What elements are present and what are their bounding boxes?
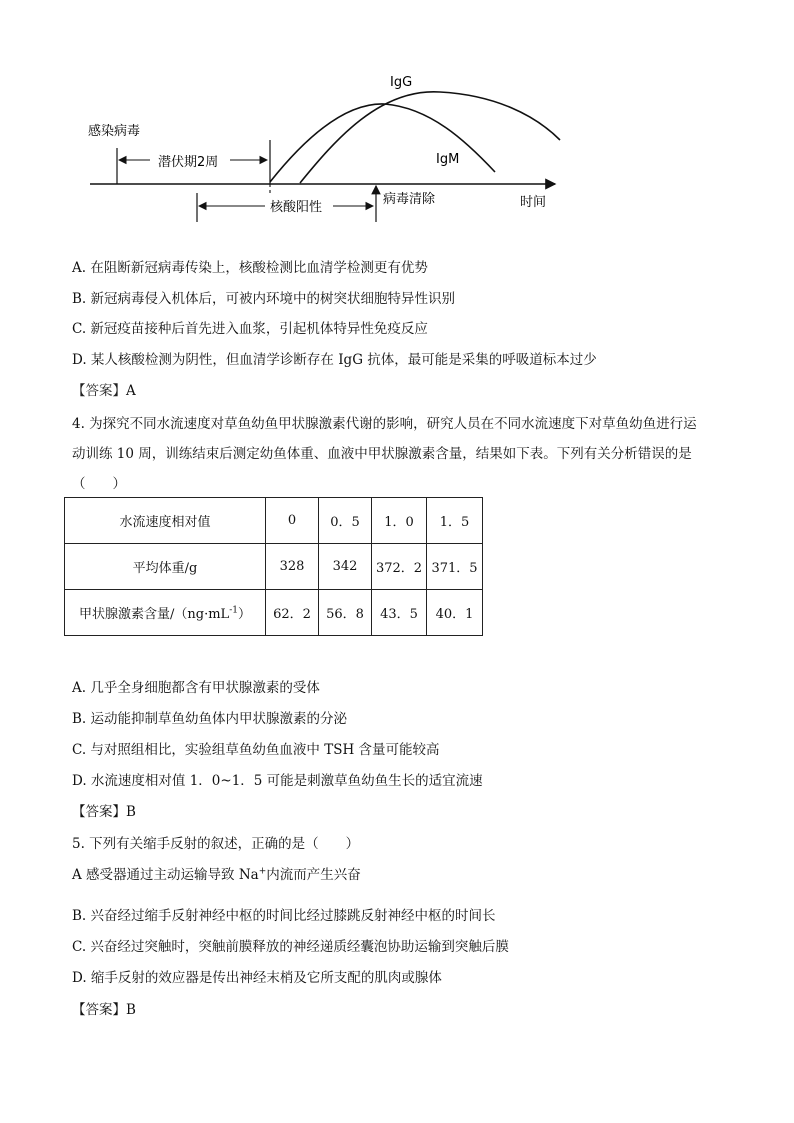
table-row (65, 498, 483, 544)
label-nucleic-positive: 核酸阳性 (270, 200, 323, 215)
q4-data-table (64, 497, 483, 636)
table-cell: 1．5 (427, 498, 483, 544)
igg-curve (300, 92, 560, 183)
table-row (65, 590, 483, 636)
label-incubation: 潜伏期2周 (158, 155, 219, 170)
q5-option-a: A 感受器通过主动运输导致 Na+内流而产生兴奋 (72, 866, 361, 883)
table-cell: 56．8 (319, 590, 372, 636)
answer-tag: 【答案】 (72, 383, 126, 399)
answer-tag: 【答案】 (72, 1002, 126, 1018)
table-row (65, 544, 483, 590)
antibody-diagram (0, 0, 794, 240)
table-cell: 平均体重/g (65, 544, 266, 590)
table-cell: 甲状腺激素含量$/(ng\cdot mL^{-1})$ (65, 590, 266, 636)
q5-stem: 5. 下列有关缩手反射的叙述，正确的是（ ） (72, 836, 360, 852)
q3-option-d: D. 某人核酸检测为阴性，但血清学诊断存在 IgG 抗体，最可能是采集的呼吸道标本过少 (72, 352, 597, 368)
table-cell: 0 (266, 498, 319, 544)
q4-option-d: D. 水流速度相对值 1．0~1．5 可能是刺激草鱼幼鱼生长的适宜流速 (72, 773, 483, 789)
label-time: 时间 (520, 195, 547, 210)
answer-value: B (126, 1002, 136, 1018)
label-virus-clear: 病毒清除 (383, 192, 436, 207)
label-igg: IgG (390, 75, 413, 90)
table-cell: 62．2 (266, 590, 319, 636)
answer-value: A (126, 383, 136, 399)
label-infection: 感染病毒 (88, 124, 141, 139)
q4-option-b: B. 运动能抑制草鱼幼鱼体内甲状腺激素的分泌 (72, 711, 348, 727)
q4-stem-line1: 4. 为探究不同水流速度对草鱼幼鱼甲状腺激素代谢的影响，研究人员在不同水流速度下对草鱼幼鱼进行运 (72, 416, 697, 432)
q5-option-d: D. 缩手反射的效应器是传出神经末梢及它所支配的肌肉或腺体 (72, 970, 442, 986)
q4-option-c: C. 与对照组相比，实验组草鱼幼鱼血液中 TSH 含量可能较高 (72, 742, 440, 758)
q5-option-c: C. 兴奋经过突触时，突触前膜释放的神经递质经囊泡协助运输到突触后膜 (72, 939, 509, 955)
table-cell: 40．1 (427, 590, 483, 636)
table-cell: 372．2 (372, 544, 427, 590)
q3-option-c: C. 新冠疫苗接种后首先进入血浆，引起机体特异性免疫反应 (72, 321, 428, 337)
igm-curve (270, 104, 495, 182)
table-cell: 43．5 (372, 590, 427, 636)
table-cell: 328 (266, 544, 319, 590)
q4-option-a: A. 几乎全身细胞都含有甲状腺激素的受体 (72, 680, 320, 696)
table-cell: 水流速度相对值 (65, 498, 266, 544)
table-cell: 342 (319, 544, 372, 590)
q4-answer (72, 800, 136, 820)
label-igm: IgM (436, 152, 460, 167)
answer-tag: 【答案】 (72, 804, 126, 820)
q5-answer (72, 998, 136, 1018)
table-cell: 0．5 (319, 498, 372, 544)
answer-value: B (126, 804, 136, 820)
q3-answer (72, 379, 136, 399)
q3-option-a: A. 在阻断新冠病毒传染上，核酸检测比血清学检测更有优势 (72, 260, 428, 276)
table-cell: 371．5 (427, 544, 483, 590)
q4-stem-line2: 动训练 10 周，训练结束后测定幼鱼体重、血液中甲状腺激素含量，结果如下表。下列有关分析错误的是 (72, 446, 692, 462)
q4-stem-line3: （ ） (72, 476, 126, 492)
q5-option-b: B. 兴奋经过缩手反射神经中枢的时间比经过膝跳反射神经中枢的时间长 (72, 908, 496, 924)
q3-option-b: B. 新冠病毒侵入机体后，可被内环境中的树突状细胞特异性识别 (72, 291, 456, 307)
table-cell: 1．0 (372, 498, 427, 544)
